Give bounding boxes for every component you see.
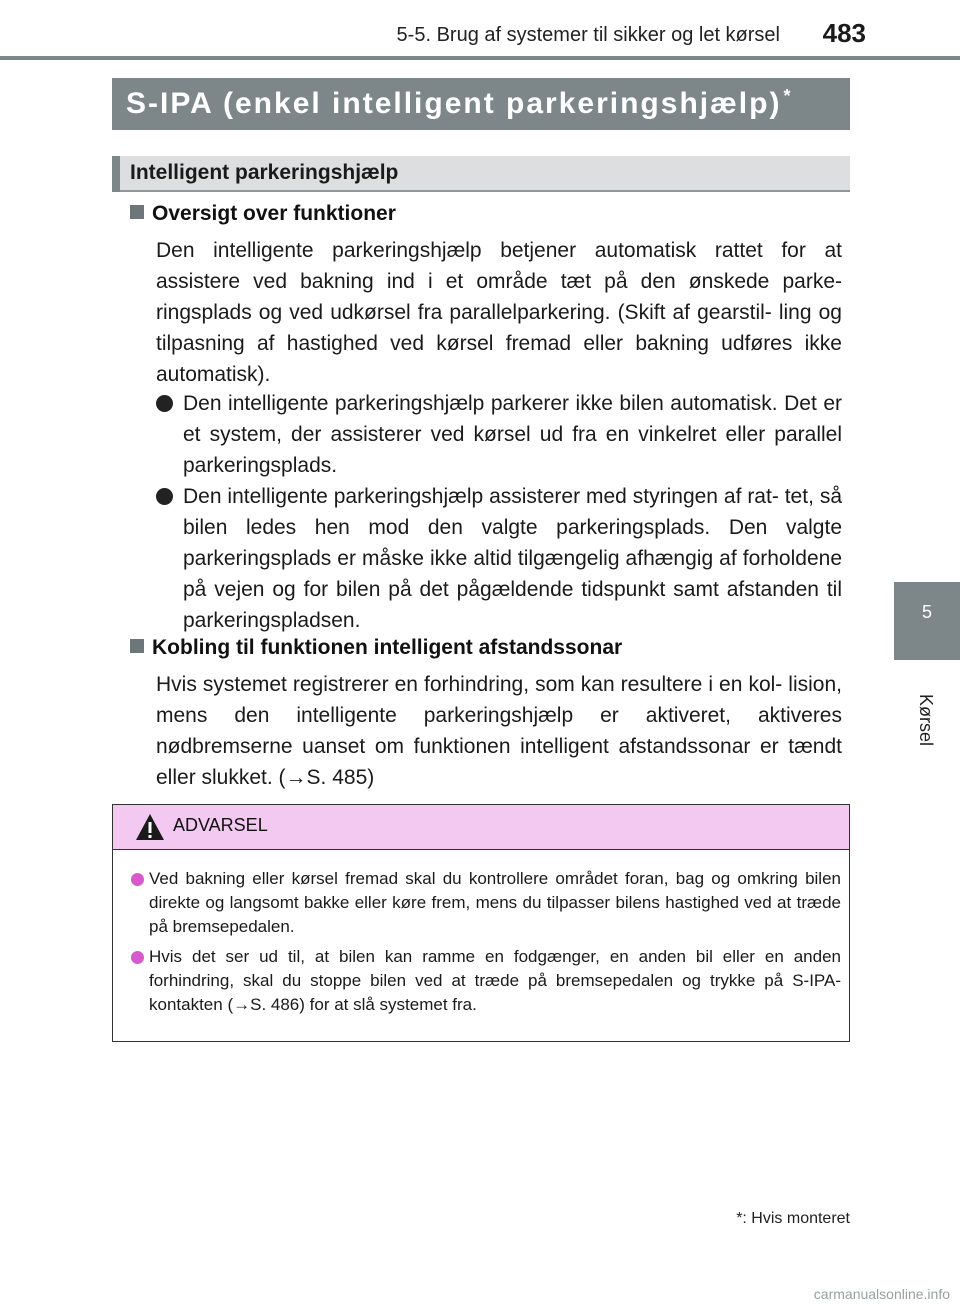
bullet-text: Den intelligente parkeringshjælp assisterer med styringen af rat- tet, så bilen ledes hen mod den valgte parkeringsplads. Den valgte parkeringsplads er måske ikke altid tilgængelig afhængig af forholdene på vejen og for bilen på det pågældende tidspunkt samt afstanden til parkeringspladsen. xyxy=(183,485,842,632)
footnote-marker: * xyxy=(783,86,793,106)
subsection-title: Intelligent parkeringshjælp xyxy=(130,161,399,184)
page-number: 483 xyxy=(822,18,866,48)
overview-bullet-1 xyxy=(156,388,842,481)
warning-bullet-icon xyxy=(131,951,144,964)
square-bullet-icon xyxy=(130,639,144,653)
warning-item-text: Ved bakning eller kørsel fremad skal du kontrollere området foran, bag og omkring bilen direkte og langsomt bakke eller køre frem, mens du tilpasser bilens hastighed ved at træde på bremsepedalen. xyxy=(149,869,841,936)
footnote: *: Hvis monteret xyxy=(736,1210,850,1227)
coupling-heading-text: Kobling til funktionen intelligent afstandssonar xyxy=(152,636,623,659)
header-rule xyxy=(0,56,960,60)
overview-heading-text: Oversigt over funktioner xyxy=(152,202,396,225)
overview-heading xyxy=(130,202,396,226)
coupling-paragraph: Hvis systemet registrerer en forhindring, som kan resultere i en kol- lision, mens den intelligente parkeringshjælp er aktiveret, aktiveres nødbremserne uanset om funktionen intelligent afstandssonar er tændt eller slukket. (→S. 485) xyxy=(156,673,842,789)
chapter-tab xyxy=(894,582,960,660)
chapter-number: 5 xyxy=(921,602,932,622)
overview-bullet-2 xyxy=(156,481,842,636)
warning-triangle-icon xyxy=(135,813,165,841)
warning-box xyxy=(112,804,850,1042)
square-bullet-icon xyxy=(130,205,144,219)
warning-header xyxy=(113,805,849,850)
chapter-label: Kørsel xyxy=(916,693,936,746)
overview-paragraph: Den intelligente parkeringshjælp betjener automatisk rattet for at assistere ved bakning ind i et område tæt på den ønskede parke- ringsplads og ved udkørsel fra parallelparkering. (Skift af gearstil- ling og tilpasning af hastighed ved kørsel fremad eller bakning udføres ikke automatisk). xyxy=(156,239,842,386)
bullet-text: Den intelligente parkeringshjælp parkerer ikke bilen automatisk. Det er et system, der assisterer ved kørsel ud fra en vinkelret eller parallel parkeringsplads. xyxy=(183,392,842,477)
section-title xyxy=(126,86,792,121)
subsection-marker xyxy=(112,156,120,192)
section-title-text: S-IPA (enkel intelligent parkeringshjælp) xyxy=(126,87,782,120)
warning-item-text: Hvis det ser ud til, at bilen kan ramme en fodgænger, en anden bil eller en anden forhindring, skal du stoppe bilen ved at træde på bremsepedalen og trykke på S-IPA-kontakten (→S. 486) for at slå systemet fra. xyxy=(149,947,841,1014)
running-header: 5-5. Brug af systemer til sikker og let kørsel xyxy=(396,24,780,46)
watermark: carmanualsonline.info xyxy=(813,1286,950,1302)
coupling-heading xyxy=(130,636,622,660)
subsection-bar xyxy=(112,156,850,192)
warning-title: ADVARSEL xyxy=(173,815,268,835)
section-title-bar xyxy=(112,78,850,130)
warning-bullet-icon xyxy=(131,873,144,886)
